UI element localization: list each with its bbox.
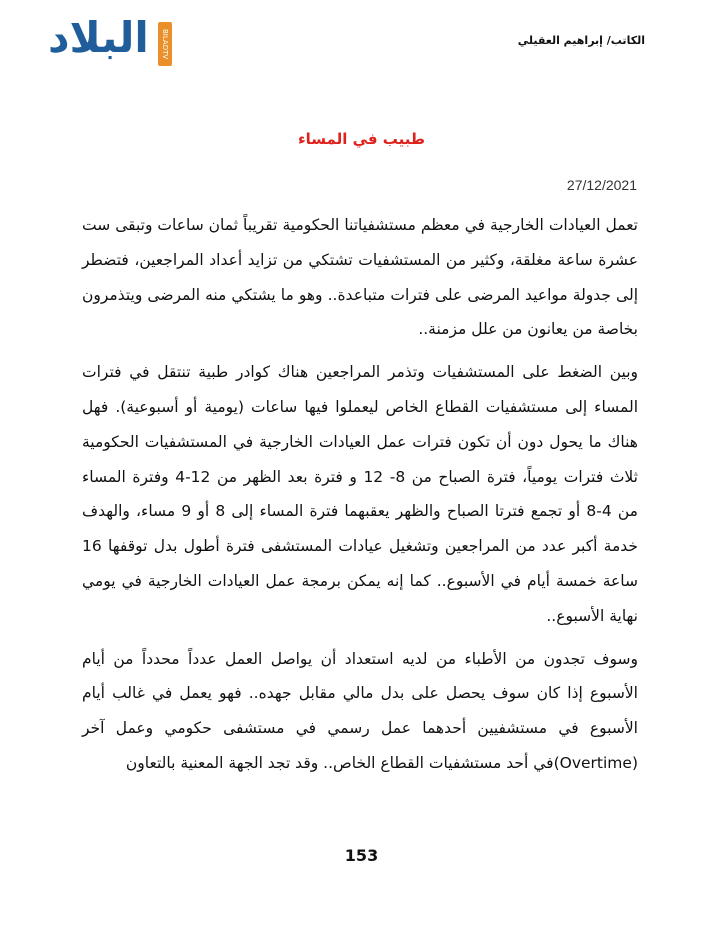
- paragraph: وسوف تجدون من الأطباء من لديه استعداد أن يواصل العمل عدداً محدداً من أيام الأسبوع إذا كان سوف يحصل على بدل مالي مقابل جهده.. فهو يعمل في غالب أيام الأسبوع في مستشفيين أحدهما عمل رسمي في مستشفى حكومي وعمل آخر (Overtime)في أحد مستشفيات القطاع الخاص.. وقد تجد الجهة المعنية بالتعاون: [82, 649, 638, 772]
- article-title: طبيب في المساء: [297, 130, 426, 148]
- page-number: 153: [344, 846, 379, 865]
- logo-wordmark: البلاد: [48, 13, 149, 62]
- paragraph: تعمل العيادات الخارجية في معظم مستشفياتنا الحكومية تقريباً ثمان ساعات وتبقى ست عشرة ساعة مغلقة، وكثير من المستشفيات تشتكي من تزايد أعداد المراجعين، فتضطر إلى جدولة مواعيد المرضى على فترات متباعدة.. وهو ما يشتكي منه المرضى ويتذمرون بخاصة من يعانون من علل مزمنة..: [82, 216, 638, 339]
- brand-logo: [48, 13, 178, 66]
- article-body: [82, 208, 638, 789]
- logo-badge: BILADTV: [158, 22, 172, 66]
- author-name: الكاتب/ إبراهيم العقيلي: [517, 34, 645, 47]
- article-date: 27/12/2021: [566, 177, 637, 193]
- paragraph: وبين الضغط على المستشفيات وتذمر المراجعين هناك كوادر طبية تنتقل في فترات المساء إلى مستشفيات القطاع الخاص ليعملوا فيها ساعات (يومية أو أسبوعية). فهل هناك ما يحول دون أن تكون فترات عمل العيادات الخارجية في المستشفيات الحكومية ثلاث فترات يومياً، فترة الصباح من 8- 12 و فترة بعد الظهر من 12-4 وفترة المساء من 4-8 أو تجمع فترتا الصباح والظهر يعقبهما فترة المساء إلى 8 أو 9 مساء، والهدف خدمة أكبر عدد من المراجعين وتشغيل عيادات المستشفى فترة أطول بدل توقفها 16 ساعة خمسة أيام في الأسبوع.. كما إنه يمكن برمجة عمل العيادات الخارجية في يومي نهاية الأسبوع..: [82, 363, 638, 625]
